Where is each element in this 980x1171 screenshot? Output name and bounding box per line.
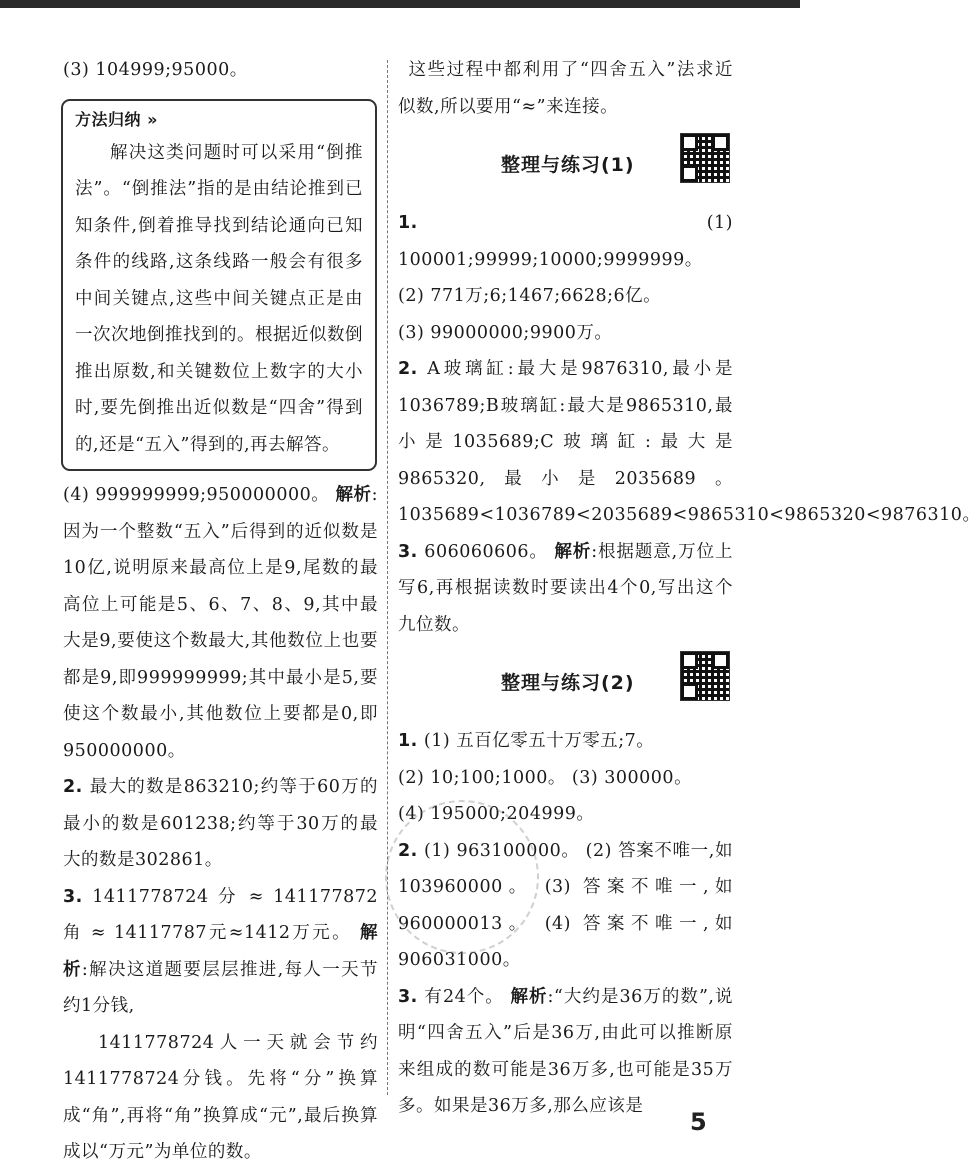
answer-4-analysis: :因为一个整数“五入”后得到的近似数是10亿,说明原来最高位上是9,尾数的最高位上可能是5、6、7、8、9,其中最大是9,要使这个数最大,其他数位上也要都是9,即999999999;其中最小是5,要使这个数最小,其他数位上要都是0,即950000000。 (63, 485, 378, 761)
question-number: 3. (398, 986, 418, 1007)
s2-q2-text: (1) 963100000。 (2) 答案不唯一,如103960000。 (3) 答案不唯一,如960000013。 (4) 答案不唯一,如906031000。 (398, 840, 733, 970)
answer-line-3: (3) 104999;95000。 (63, 60, 248, 80)
question-number: 2. (63, 777, 83, 797)
s1-q3-analysis: :根据题意,万位上写6,再根据读数时要读出4个0,写出这个九位数。 (398, 541, 733, 635)
section-2-header (398, 651, 733, 719)
s2-q3-value: 有24个。 (417, 986, 511, 1007)
question-2-answer (63, 769, 378, 879)
s2-q3-analysis: :“大约是36万的数”,说明“四舍五入”后是36万,由此可以推断原来组成的数可能是36万多,也可能是35万多。如果是36万多,那么应该是 (398, 986, 733, 1116)
question-3-analysis: :解决这道题要层层推进,每人一天节约1分钱, (63, 959, 378, 1016)
s2-q1-part-3: (4) 195000;204999。 (398, 804, 595, 824)
method-summary-box (61, 99, 377, 472)
top-edge-bar (0, 0, 800, 8)
left-column (63, 52, 378, 1171)
question-3-value: 1411778724 分 ≈ 141177872 角 ≈ 14117787元≈1412万元。 (63, 886, 378, 943)
s1-question-2 (398, 351, 980, 534)
continued-intro: 这些过程中都利用了“四舍五入”法求近似数,所以要用“≈”来连接。 (398, 60, 733, 117)
question-number: 2. (398, 359, 418, 379)
s2-q1-part-1: (1) 五百亿零五十万零五;7。 (417, 731, 655, 751)
answer-4-value: (4) 999999999;950000000。 (63, 485, 336, 505)
page-number: 5 (690, 1108, 707, 1136)
s1-q1-part-3: (3) 99000000;9900万。 (398, 322, 613, 343)
question-number: 1. (398, 731, 418, 751)
method-summary-text: 解决这类问题时可以采用“倒推法”。“倒推法”指的是由结论推到已知条件,倒着推导找到结论通向已知条件的线路,这条线路一般会有很多中间关键点,这些中间关键点正是由一次次地倒推找到的。根据近似数倒推出原数,和关键数位上数字的大小时,要先倒推出近似数是“四舍”得到的,还是“五入”得到的,再去解答。 (75, 142, 363, 455)
section-2-title: 整理与练习(2) (501, 672, 635, 694)
s2-question-1 (398, 723, 733, 760)
question-number: 1. (398, 213, 418, 233)
question-number: 2. (398, 840, 418, 861)
s1-q3-value: 606060606。 (417, 541, 555, 562)
s1-question-3 (398, 534, 733, 644)
s1-q1-part-1: (1) 100001;99999;10000;9999999。 (398, 213, 733, 270)
s1-q1-part-2: (2) 771万;6;1467;6628;6亿。 (398, 286, 662, 306)
question-number: 3. (398, 541, 418, 562)
answer-4 (63, 477, 378, 769)
s2-q1-part-2: (2) 10;100;1000。 (3) 300000。 (398, 767, 693, 788)
s2-question-3 (398, 979, 733, 1125)
s2-question-2 (398, 833, 733, 979)
right-column (398, 52, 980, 1125)
question-3-answer (63, 879, 378, 1025)
question-3-continued: 1411778724人一天就会节约1411778724分钱。先将“分”换算成“角”,再将“角”换算成“元”,最后换算成以“万元”为单位的数。 (63, 1032, 378, 1162)
qr-code-icon[interactable] (680, 133, 730, 183)
section-1-title: 整理与练习(1) (501, 154, 635, 176)
method-summary-title: 方法归纳 » (75, 109, 158, 129)
question-2-text: 最大的数是863210;约等于60万的最小的数是601238;约等于30万的最大的数是302861。 (63, 777, 378, 870)
analysis-label: 解析 (554, 541, 592, 562)
column-divider (387, 60, 388, 1095)
qr-code-icon[interactable] (680, 651, 730, 701)
s1-question-1 (398, 205, 733, 278)
section-1-header (398, 133, 733, 201)
analysis-label: 解析 (510, 986, 548, 1007)
analysis-label: 解析 (335, 485, 372, 505)
analysis-label: 解析 (63, 923, 378, 980)
s1-q2-text: A玻璃缸:最大是9876310,最小是1036789;B玻璃缸:最大是9865310,最小是1035689;C玻璃缸:最大是9865320,最小是2035689。1035689<1036789<2035689<9865310<9865320<9876310。 (398, 359, 980, 525)
question-number: 3. (63, 886, 83, 907)
